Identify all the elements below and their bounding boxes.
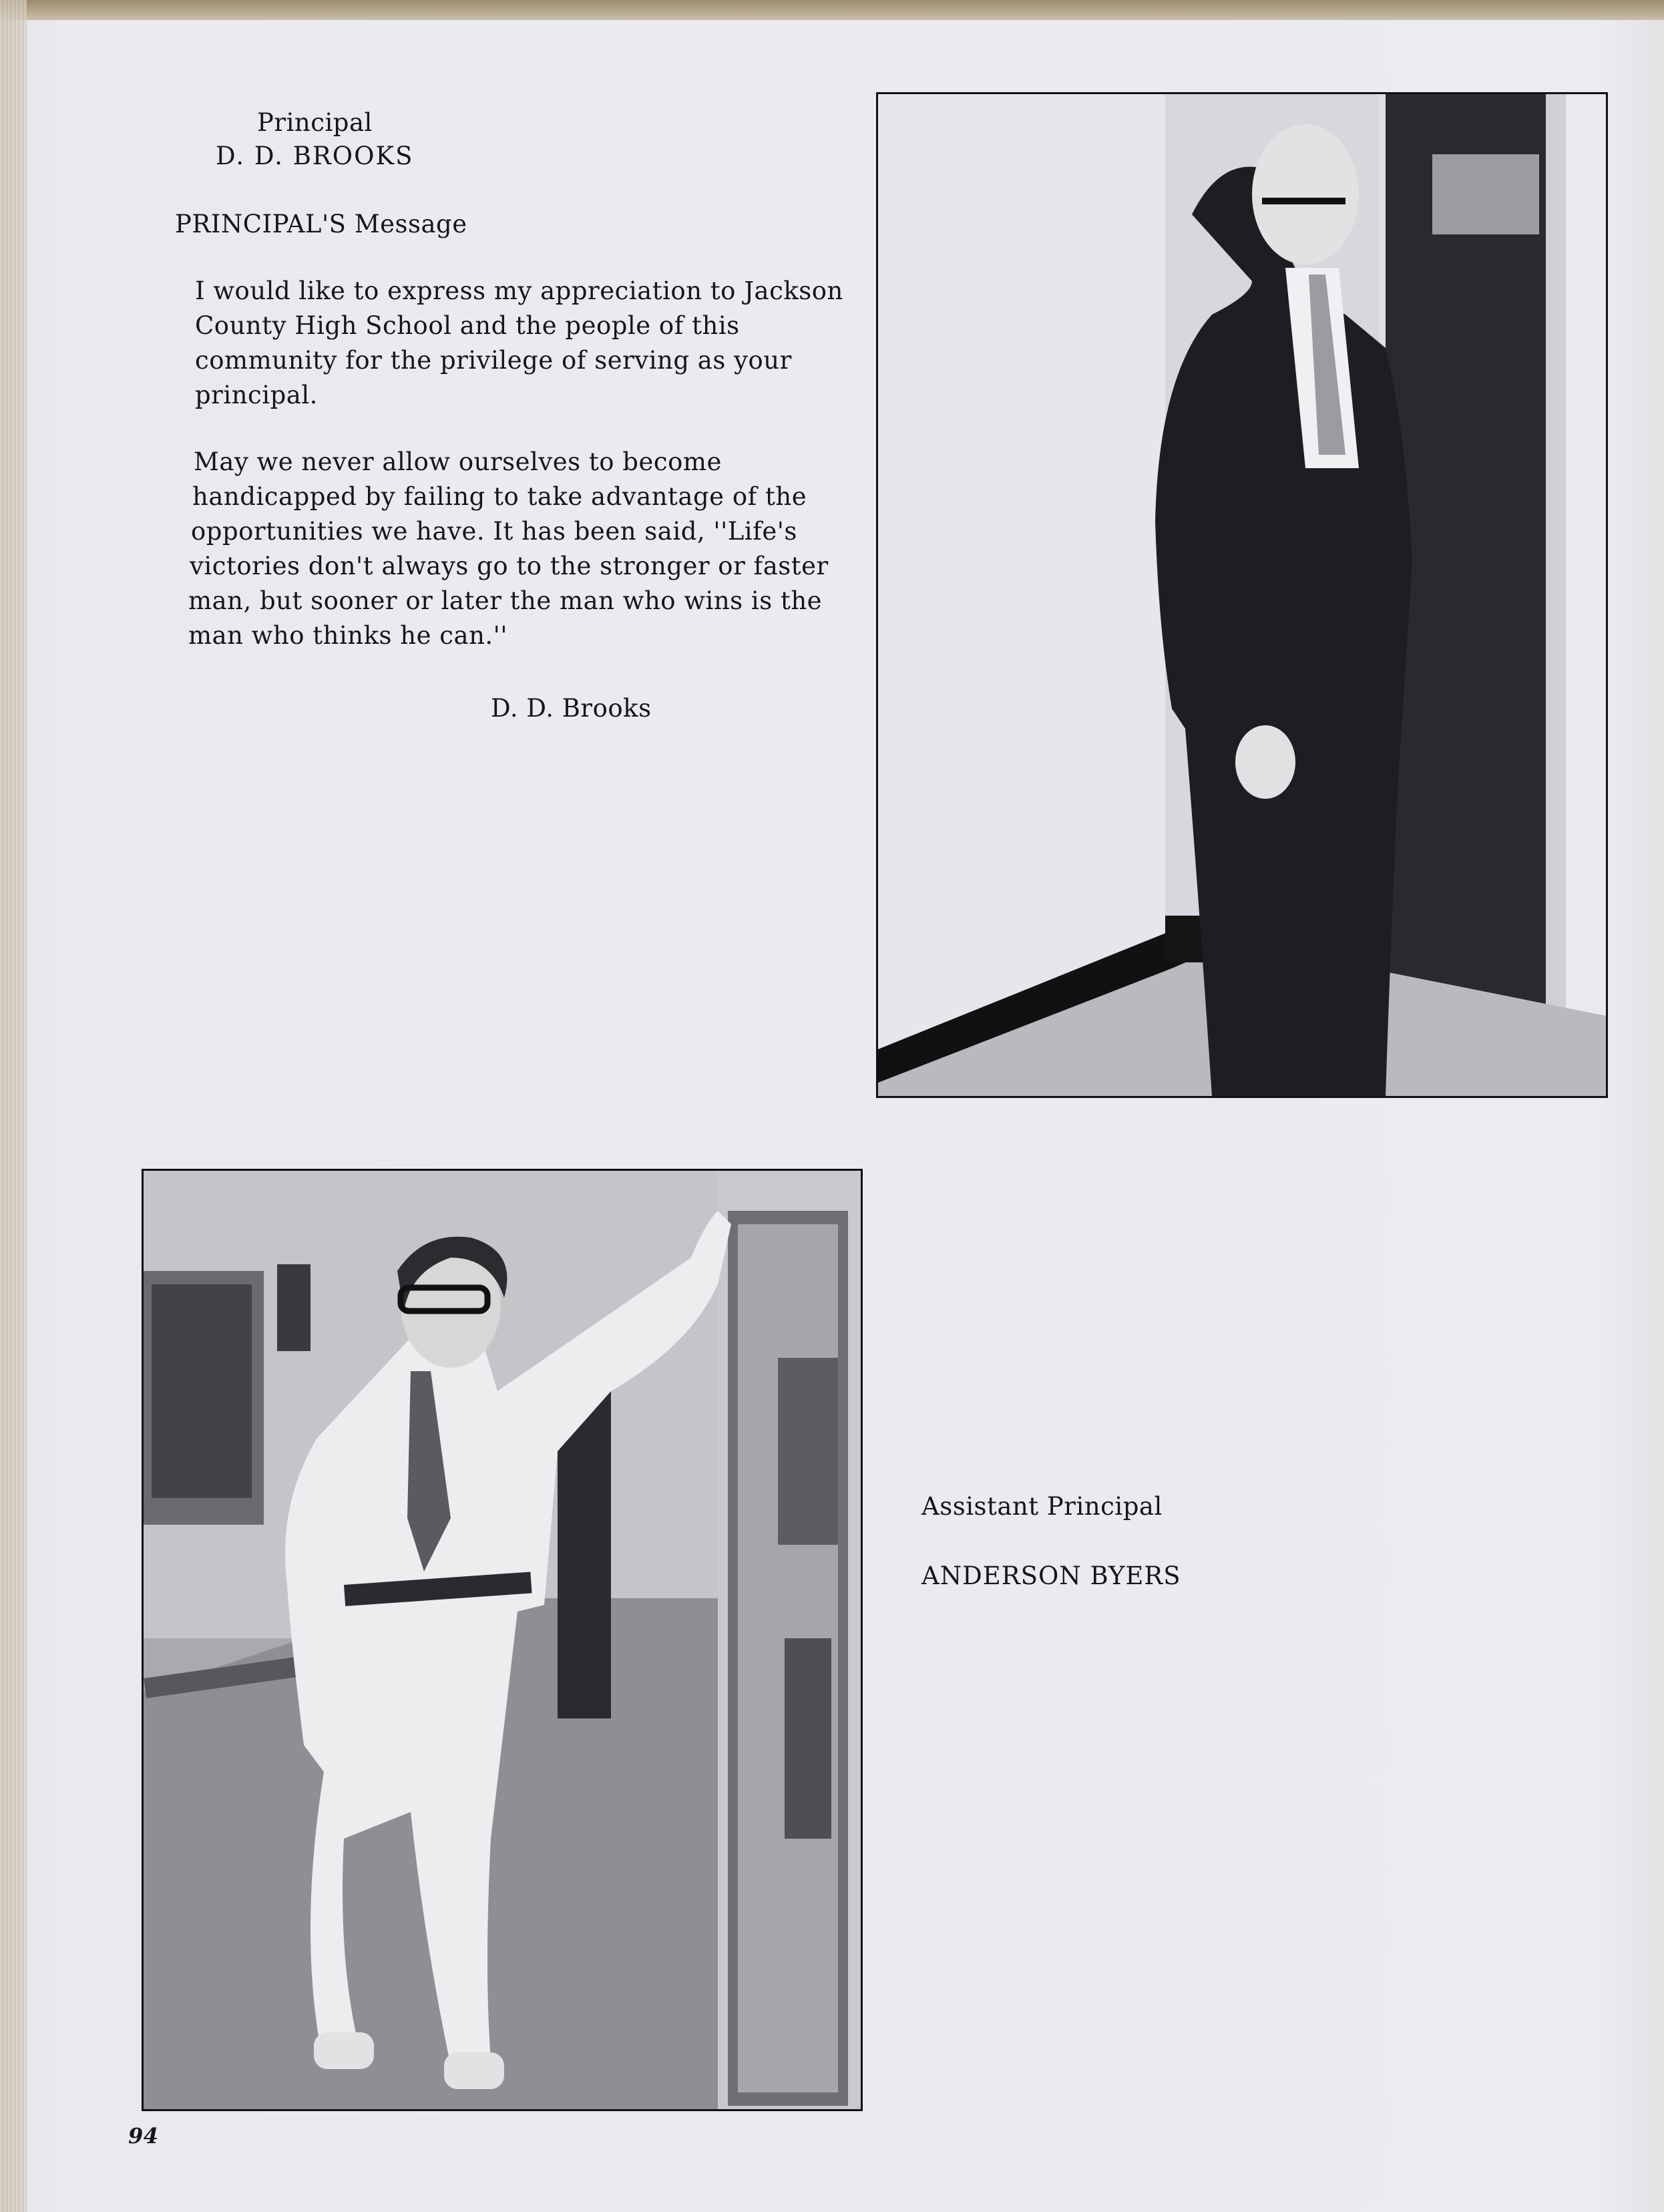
message-heading: PRINCIPAL'S Message: [175, 210, 467, 238]
assistant-principal-role: Assistant Principal: [921, 1492, 1163, 1521]
message-p2-line3: opportunities we have. It has been said, ''Life's: [191, 517, 797, 546]
assistant-principal-name: ANDERSON BYERS: [921, 1561, 1181, 1590]
book-spine-top-edge: [0, 0, 1664, 20]
message-p1-line2: County High School and the people of this: [195, 311, 740, 340]
page-number: 94: [128, 2123, 159, 2149]
assistant-principal-photo-illustration: [144, 1171, 861, 2109]
principal-role: Principal: [257, 108, 373, 137]
message-p2-line1: May we never allow ourselves to become: [194, 447, 722, 476]
message-p2-line4: victories don't always go to the stronger or faster: [190, 552, 829, 580]
message-p2-line2: handicapped by failing to take advantage of the: [192, 482, 807, 511]
book-binding-edge: [0, 0, 27, 2212]
principal-photo-illustration: [878, 94, 1606, 1096]
message-p2-line5: man, but sooner or later the man who wins is the: [188, 586, 823, 615]
principal-photo: [876, 92, 1608, 1098]
assistant-principal-photo: [142, 1169, 863, 2111]
principal-name: D. D. BROOKS: [216, 142, 414, 170]
message-signature: D. D. Brooks: [491, 694, 652, 723]
message-p1-line4: principal.: [195, 381, 318, 409]
message-p2-line6: man who thinks he can.'': [188, 621, 508, 650]
message-p1-line3: community for the privilege of serving as your: [195, 346, 792, 375]
message-p1-line1: I would like to express my appreciation to Jackson: [195, 276, 843, 305]
